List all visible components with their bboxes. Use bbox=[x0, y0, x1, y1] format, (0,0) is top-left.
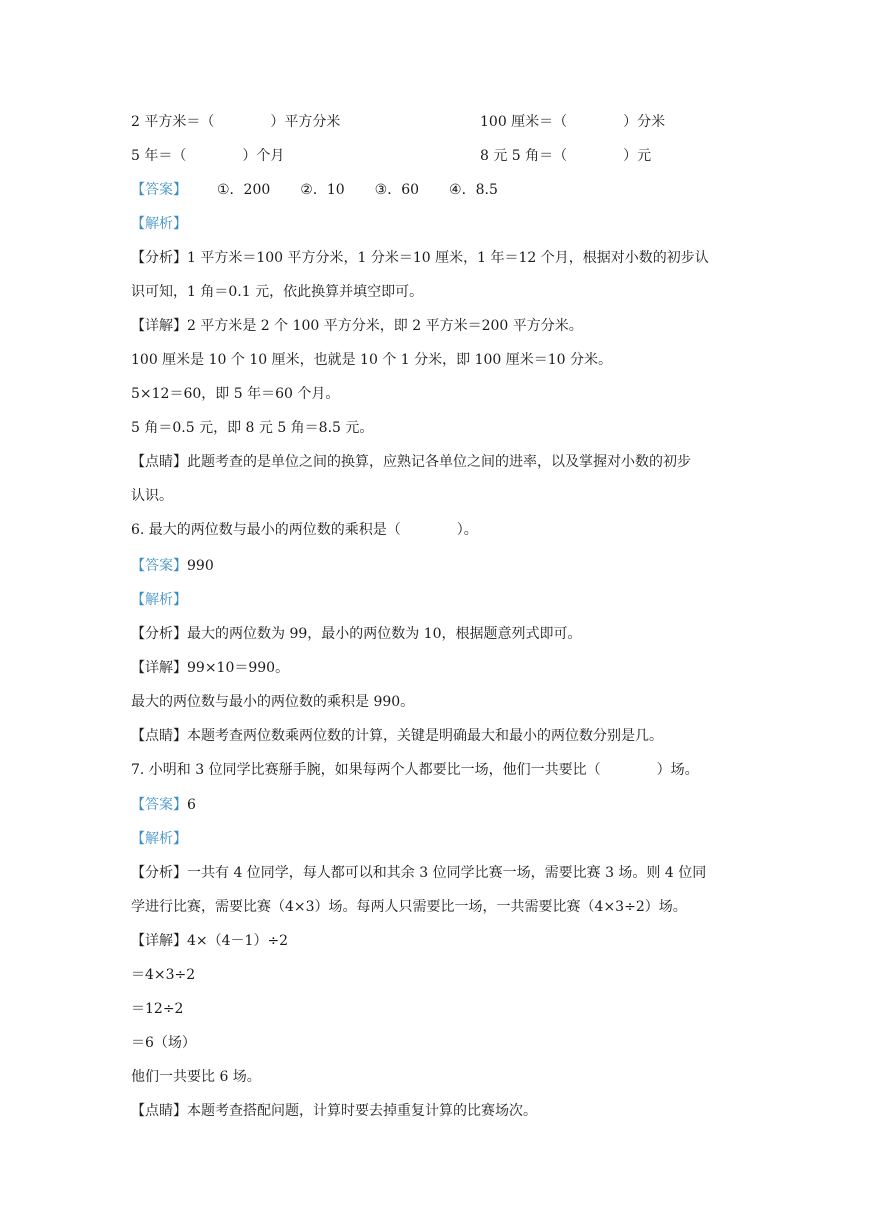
answer-item: ②．10 bbox=[300, 182, 345, 198]
xiangjie-text: 99×10＝990。 bbox=[187, 660, 290, 676]
q5-row1-left: 2 平方米＝（ ）平方分米 bbox=[131, 114, 341, 130]
answer-tag: 【答案】 bbox=[131, 182, 187, 198]
analysis-tag: 【解析】 bbox=[131, 216, 187, 232]
q7-xiangjie-line2: ＝4×3÷2 bbox=[131, 967, 196, 983]
q5-row1-right: 100 厘米＝（ ）分米 bbox=[480, 114, 666, 130]
q7-xiangjie-line4: ＝6（场） bbox=[131, 1035, 196, 1051]
q5-xiangjie-line4: 5 角＝0.5 元，即 8 元 5 角＝8.5 元。 bbox=[131, 420, 374, 436]
q7-question: 7. 小明和 3 位同学比赛掰手腕，如果每两个人都要比一场，他们一共要比（ ）场。 bbox=[131, 762, 699, 778]
q5-fenxi-line2: 识可知，1 角＝0.1 元，依此换算并填空即可。 bbox=[131, 284, 424, 300]
fenxi-tag: 【分析】 bbox=[131, 250, 187, 266]
answer-item: ④．8.5 bbox=[449, 182, 498, 198]
q6-xiangjie-line2: 最大的两位数与最小的两位数的乘积是 990。 bbox=[131, 694, 415, 710]
answer-value: 6 bbox=[187, 797, 196, 813]
xiangjie-text: 2 平方米是 2 个 100 平方分米，即 2 平方米＝200 平方分米。 bbox=[187, 318, 583, 334]
xiangjie-text: 4×（4－1）÷2 bbox=[187, 933, 289, 949]
q7-xiangjie-line1 bbox=[131, 932, 288, 950]
fenxi-text: 1 平方米＝100 平方分米，1 分米＝10 厘米，1 年＝12 个月，根据对小数的初步认 bbox=[187, 250, 709, 266]
analysis-tag: 【解析】 bbox=[131, 831, 187, 847]
answer-item: ①．200 bbox=[217, 182, 271, 198]
dianjing-tag: 【点睛】 bbox=[131, 728, 187, 744]
answer-tag: 【答案】 bbox=[131, 797, 187, 813]
answer-tag: 【答案】 bbox=[131, 558, 187, 574]
q5-fenxi-line1 bbox=[131, 249, 709, 267]
q5-row2-left: 5 年＝（ ）个月 bbox=[131, 148, 285, 164]
q7-answer-line bbox=[131, 796, 196, 814]
dianjing-text: 此题考查的是单位之间的换算，应熟记各单位之间的进率，以及掌握对小数的初步 bbox=[187, 454, 691, 470]
q7-fenxi-line1 bbox=[131, 864, 706, 882]
q5-xiangjie-line3: 5×12＝60，即 5 年＝60 个月。 bbox=[131, 386, 340, 402]
xiangjie-tag: 【详解】 bbox=[131, 318, 187, 334]
q6-xiangjie-line1 bbox=[131, 659, 289, 677]
q5-dianjing-line1 bbox=[131, 453, 691, 471]
q5-xiangjie-line1 bbox=[131, 317, 583, 335]
q5-dianjing-line2: 认识。 bbox=[131, 488, 173, 504]
answer-item: ③．60 bbox=[374, 182, 420, 198]
xiangjie-tag: 【详解】 bbox=[131, 933, 187, 949]
xiangjie-tag: 【详解】 bbox=[131, 660, 187, 676]
dianjing-tag: 【点睛】 bbox=[131, 454, 187, 470]
analysis-tag: 【解析】 bbox=[131, 592, 187, 608]
dianjing-tag: 【点睛】 bbox=[131, 1103, 187, 1119]
q6-answer-line bbox=[131, 557, 214, 575]
q7-dianjing bbox=[131, 1102, 537, 1120]
fenxi-text: 最大的两位数为 99，最小的两位数为 10，根据题意列式即可。 bbox=[187, 626, 582, 642]
q6-question: 6. 最大的两位数与最小的两位数的乘积是（ ）。 bbox=[131, 522, 478, 538]
fenxi-tag: 【分析】 bbox=[131, 865, 187, 881]
q7-xiangjie-line3: ＝12÷2 bbox=[131, 1001, 184, 1017]
q7-xiangjie-line5: 他们一共要比 6 场。 bbox=[131, 1069, 261, 1085]
fenxi-tag: 【分析】 bbox=[131, 626, 187, 642]
q6-fenxi bbox=[131, 625, 582, 643]
answer-value: 990 bbox=[187, 558, 214, 574]
q6-dianjing bbox=[131, 727, 663, 745]
q5-answer-line bbox=[131, 181, 498, 199]
q5-xiangjie-line2: 100 厘米是 10 个 10 厘米，也就是 10 个 1 分米，即 100 厘米＝10 分米。 bbox=[131, 352, 613, 368]
dianjing-text: 本题考查搭配问题，计算时要去掉重复计算的比赛场次。 bbox=[187, 1103, 537, 1119]
fenxi-text: 一共有 4 位同学，每人都可以和其余 3 位同学比赛一场，需要比赛 3 场。则 4 位同 bbox=[187, 865, 707, 881]
dianjing-text: 本题考查两位数乘两位数的计算，关键是明确最大和最小的两位数分别是几。 bbox=[187, 728, 663, 744]
q5-row2-right: 8 元 5 角＝（ ）元 bbox=[480, 148, 652, 164]
q7-fenxi-line2: 学进行比赛，需要比赛（4×3）场。每两人只需要比一场，一共需要比赛（4×3÷2）场。 bbox=[131, 899, 687, 915]
